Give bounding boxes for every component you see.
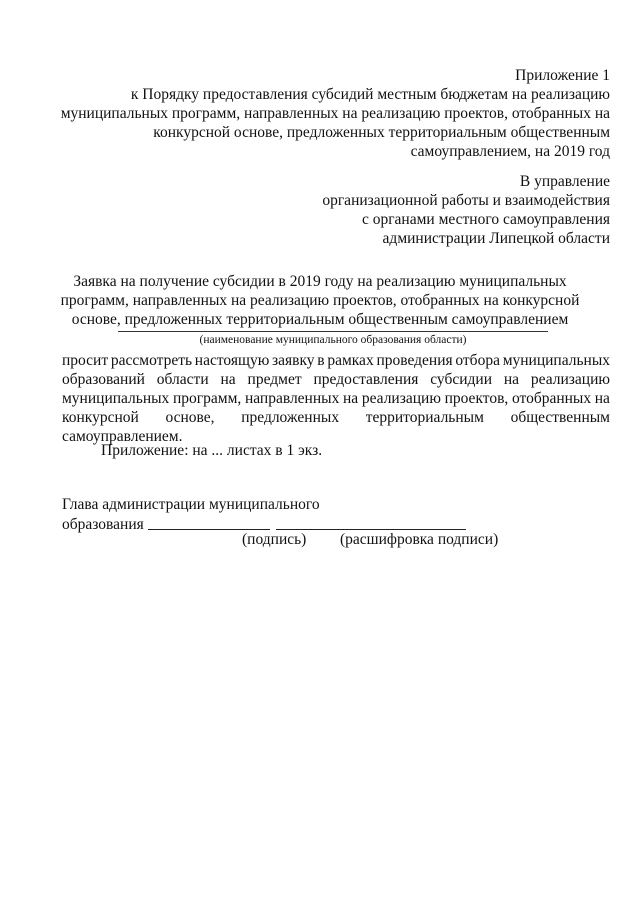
signature-decode-caption: (расшифровка подписи) bbox=[340, 531, 499, 548]
body-word: на bbox=[343, 390, 359, 407]
body-word: на bbox=[503, 371, 520, 388]
body-word: реализацию bbox=[530, 371, 610, 388]
body-line bbox=[62, 351, 610, 370]
signatory-title: Глава администрации муниципального bbox=[62, 496, 320, 513]
recipient-line: В управление bbox=[519, 173, 610, 190]
body-line bbox=[62, 408, 610, 427]
body-word: предложенных bbox=[241, 409, 340, 426]
body-word: основе, bbox=[165, 409, 215, 426]
body-word: программ, bbox=[172, 390, 242, 407]
body-line bbox=[62, 389, 610, 408]
body-word: проектов, bbox=[444, 390, 509, 407]
body-word: общественным bbox=[510, 409, 610, 426]
body-word: отбора bbox=[455, 352, 500, 369]
body-word: заявку bbox=[272, 352, 315, 369]
body-word: рамках bbox=[327, 352, 374, 369]
body-word: субсидии bbox=[430, 371, 493, 388]
body-word: отобранных bbox=[511, 390, 592, 407]
body-word: муниципальных bbox=[502, 352, 610, 369]
body-word: на bbox=[220, 371, 236, 388]
body-word: конкурсной bbox=[62, 409, 139, 426]
body-word: настоящую bbox=[194, 352, 270, 369]
body-word: образований bbox=[62, 371, 145, 388]
signatory-label: образования bbox=[62, 516, 144, 533]
appendix-line: Приложение 1 bbox=[515, 67, 610, 84]
body-word: просит bbox=[62, 352, 109, 369]
body-word: проведения bbox=[376, 352, 453, 369]
appendix-line: конкурсной основе, предложенных территориальным общественным bbox=[153, 124, 610, 141]
body-word: рассмотреть bbox=[110, 352, 193, 369]
signature-blank bbox=[148, 514, 270, 530]
body-word: реализацию bbox=[361, 390, 441, 407]
municipality-name-line bbox=[118, 331, 548, 332]
appendix-line: к Порядку предоставления субсидий местным бюджетам на реализацию bbox=[130, 86, 610, 103]
recipient-block bbox=[190, 172, 610, 248]
appendix-line: муниципальных программ, направленных на реализацию проектов, отобранных на bbox=[60, 105, 610, 122]
title-line: Заявка на получение субсидии в 2019 году на реализацию муниципальных bbox=[73, 273, 567, 290]
body-word: муниципальных bbox=[62, 390, 170, 407]
body-line bbox=[62, 370, 610, 389]
appendix-line: самоуправлением, на 2019 год bbox=[410, 143, 610, 160]
recipient-line: организационной работы и взаимодействия bbox=[322, 192, 610, 209]
title-line: основе, предложенных территориальным общественным самоуправлением bbox=[71, 311, 569, 328]
body-word: территориальным bbox=[365, 409, 484, 426]
body-word: направленных bbox=[244, 390, 340, 407]
attachment-note: Приложение: на ... листах в 1 экз. bbox=[101, 442, 323, 459]
signature-decode-blank bbox=[276, 514, 466, 530]
body-word: в bbox=[317, 352, 325, 369]
recipient-line: с органами местного самоуправления bbox=[361, 211, 610, 228]
body-word: предоставления bbox=[313, 371, 419, 388]
application-title bbox=[40, 272, 600, 329]
appendix-header bbox=[50, 66, 610, 161]
recipient-line: администрации Липецкой области bbox=[382, 230, 610, 247]
body-word: предмет bbox=[247, 371, 302, 388]
body-last-line: самоуправлением. bbox=[62, 428, 183, 445]
municipality-caption: (наименование муниципального образования области) bbox=[199, 334, 467, 346]
signature-caption: (подпись) bbox=[242, 531, 307, 548]
body-word: области bbox=[156, 371, 209, 388]
application-body bbox=[62, 351, 610, 446]
title-line: программ, направленных на реализацию проектов, отобранных на конкурсной bbox=[60, 292, 580, 309]
body-word: на bbox=[594, 390, 610, 407]
